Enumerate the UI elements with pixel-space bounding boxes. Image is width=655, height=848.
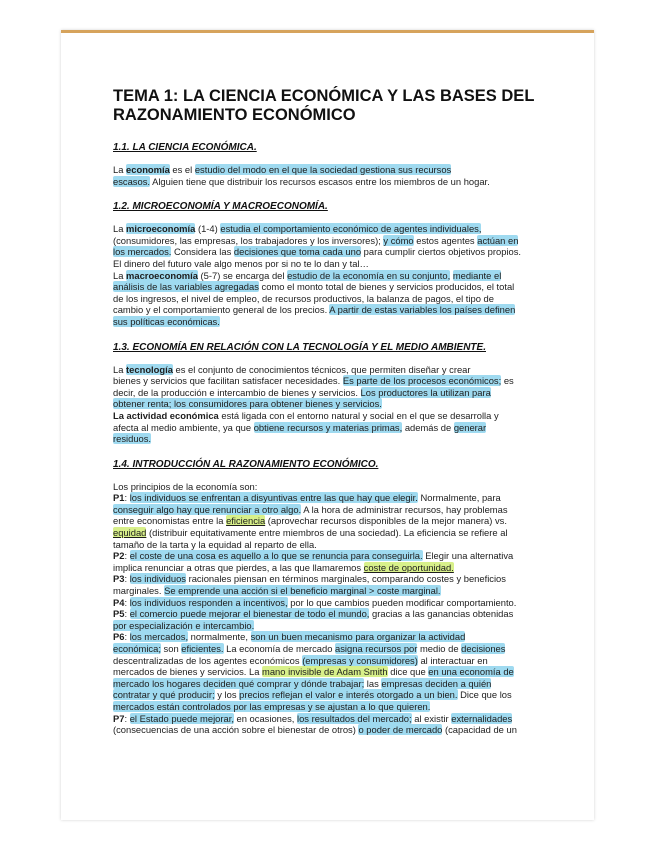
paragraph-1-4 — [113, 481, 566, 736]
body-text: dice que — [387, 666, 429, 678]
highlighted-text: mano invisible de Adam Smith — [262, 666, 388, 678]
body-text: (consecuencias de una acción sobre el bienestar de otros) — [113, 724, 359, 736]
highlighted-text: Los productores la utilizan para — [360, 386, 491, 398]
body-text: gracias a las ganancias obtenidas — [369, 608, 514, 620]
highlighted-text: economía — [126, 164, 170, 175]
highlighted-text: equidad — [113, 527, 147, 539]
highlighted-text: estudia el comportamiento económico de agentes individuales, — [220, 223, 482, 235]
body-text: P6 — [113, 631, 125, 643]
highlighted-text: eficiencia — [226, 515, 266, 527]
highlighted-text: coste de oportunidad. — [363, 561, 454, 573]
body-text: (aprovechar recursos disponibles de la mejor manera) vs. — [265, 515, 507, 527]
section-heading-1-3: 1.3. ECONOMÍA EN RELACIÓN CON LA TECNOLOGÍA Y EL MEDIO AMBIENTE. — [113, 341, 486, 353]
body-text: normalmente, — [188, 631, 251, 643]
body-text: Normalmente, para — [417, 492, 501, 504]
highlighted-text: externalidades — [451, 712, 513, 724]
body-text: afecta al medio ambiente, ya que — [113, 421, 254, 433]
highlighted-text: decisiones — [461, 643, 506, 654]
highlighted-text: análisis de las variables agregadas — [113, 281, 259, 293]
paragraph-1-1 — [113, 164, 566, 187]
highlighted-text: el comercio puede mejorar el bienestar de todo el mundo, — [129, 608, 370, 620]
body-text: entre economistas entre la — [113, 515, 227, 527]
highlighted-text: residuos. — [113, 433, 152, 445]
highlighted-text: los mercados. — [113, 246, 172, 258]
body-text: al interactuar en — [417, 654, 488, 666]
highlighted-text: A partir de estas variables los países definen — [329, 304, 516, 316]
highlighted-text: obtiene recursos y materias primas, — [253, 421, 403, 433]
body-text: : — [124, 573, 130, 585]
highlighted-text: microeconomía — [126, 223, 196, 235]
body-text: tamaño de la tarta y la equidad al reparto de ella. — [113, 538, 317, 550]
body-text: La economía de mercado — [223, 643, 336, 654]
body-text: medio de — [417, 643, 462, 654]
highlighted-text: el coste de una cosa es aquello a lo que se renuncia para conseguirla. — [129, 550, 423, 562]
highlighted-text: los resultados del mercado; — [296, 712, 412, 724]
body-text: La — [113, 164, 127, 175]
body-text: está ligada con el entorno natural y social en el que se desarrolla y — [218, 409, 499, 421]
highlighted-text: los mercados, — [129, 631, 189, 643]
body-text: (5-7) se encarga del — [197, 269, 288, 281]
document-page — [61, 30, 594, 820]
highlighted-text: por especialización e intercambio. — [113, 619, 255, 631]
section-heading-1-4: 1.4. INTRODUCCIÓN AL RAZONAMIENTO ECONÓMICO. — [113, 458, 379, 470]
highlighted-text: empresas deciden a quién — [381, 677, 492, 689]
body-text: además de — [402, 421, 454, 433]
body-text: P5 — [113, 608, 125, 620]
body-text: para cumplir ciertos objetivos propios. — [361, 246, 522, 258]
body-text: P3 — [113, 573, 125, 585]
body-text: marginales. — [113, 585, 165, 597]
highlighted-text: Se emprende una acción si el beneficio marginal > coste marginal. — [164, 585, 441, 597]
section-heading-1-2: 1.2. MICROECONOMÍA Y MACROECONOMÍA. — [113, 201, 328, 213]
highlighted-text: estudio del modo en el que la sociedad gestiona sus recursos — [194, 164, 452, 175]
body-text: al existir — [411, 712, 452, 724]
body-text: (consumidores, las empresas, los trabajadores y los inversores); — [113, 234, 384, 246]
highlighted-text: contratar y qué producir; — [113, 689, 215, 701]
body-text: P7 — [113, 712, 125, 724]
body-text: implica renunciar a otras que pierdes, a las que llamaremos — [113, 561, 364, 573]
body-text: las — [364, 677, 382, 689]
body-text: P4 — [113, 596, 125, 608]
highlighted-text: mercado los hogares deciden qué comprar y dónde trabajar; — [113, 677, 365, 689]
body-text: racionales piensan en términos marginales, comparando costes y beneficios — [185, 573, 506, 585]
body-text: Dice que los — [457, 689, 512, 701]
body-text: mercados de bienes y servicios. La — [113, 666, 263, 678]
body-text: La — [113, 223, 127, 235]
body-text: Elegir una alternativa — [422, 550, 514, 562]
highlighted-text: conseguir algo hay que renunciar a otro algo. — [113, 503, 302, 515]
highlighted-text: Es parte de los procesos económicos; — [342, 375, 502, 387]
highlighted-text: son un buen mecanismo para organizar la actividad — [250, 631, 466, 643]
body-text: Los principios de la economía son: — [113, 480, 258, 492]
highlighted-text: y cómo — [383, 234, 414, 246]
body-text: La — [113, 269, 127, 281]
document-title: TEMA 1: LA CIENCIA ECONÓMICA Y LAS BASES DEL RAZONAMIENTO ECONÓMICO — [113, 87, 535, 124]
body-text: La — [113, 363, 127, 375]
body-text: P1 — [113, 492, 125, 504]
body-text: : — [124, 608, 130, 620]
highlighted-text: actúan en — [477, 234, 519, 246]
body-text: de los ingresos, el nivel de empleo, de recursos productivos, la balanza de pagos, el tipo de — [113, 292, 494, 304]
highlighted-text: o poder de mercado — [358, 724, 443, 736]
body-text: El dinero del futuro vale algo menos por si no te lo dan y tal… — [113, 257, 369, 269]
highlighted-text: los individuos se enfrentan a disyuntivas entre las que hay que elegir. — [129, 492, 418, 504]
body-text: como el monto total de bienes y servicios producidos, el total — [258, 281, 515, 293]
highlighted-text: mercados están controlados por las empresas y se ajustan a lo que quieren. — [113, 700, 431, 712]
body-text: P2 — [113, 550, 125, 562]
body-text: : — [124, 631, 130, 643]
section-heading-1-1: 1.1. LA CIENCIA ECONÓMICA. — [113, 142, 257, 153]
body-text: Considera las — [171, 246, 234, 258]
body-text: : — [124, 712, 130, 724]
highlighted-text: en una economía de — [428, 666, 514, 678]
highlighted-text: generar — [453, 421, 487, 433]
body-text: Alguien tiene que distribuir los recursos escasos entre los miembros de un hogar. — [150, 175, 490, 187]
body-text: por lo que cambios pueden modificar comportamiento. — [287, 596, 517, 608]
body-text: (distribuir equitativamente entre miembros de una sociedad). La eficiencia se refiere al — [146, 527, 508, 539]
highlighted-text: precios reflejan el valor e interés otorgado a un bien. — [239, 689, 458, 701]
body-text: en ocasiones, — [233, 712, 297, 724]
highlighted-text: eficientes. — [181, 643, 224, 654]
highlighted-text: los individuos — [129, 573, 186, 585]
highlighted-text: obtener renta; los consumidores para obtener bienes y servicios. — [113, 398, 382, 410]
body-text: : — [124, 492, 130, 504]
body-text: son — [160, 643, 182, 654]
body-text: y los — [214, 689, 240, 701]
highlighted-text: el Estado puede mejorar, — [129, 712, 234, 724]
highlighted-text: mediante el — [452, 269, 502, 281]
highlighted-text: tecnología — [126, 363, 173, 375]
highlighted-text: decisiones que toma cada uno — [233, 246, 362, 258]
paragraph-1-2 — [113, 223, 566, 327]
highlighted-text: estudio de la economía en su conjunto, — [287, 269, 451, 281]
body-text: es — [501, 375, 514, 387]
body-text: decir, de la producción e intercambio de bienes y servicios. — [113, 386, 361, 398]
body-text: descentralizadas de los agentes económicos — [113, 654, 303, 666]
body-text: estos agentes — [413, 234, 478, 246]
highlighted-text: los individuos responden a incentivos, — [129, 596, 288, 608]
body-text: La actividad económica — [113, 409, 219, 421]
highlighted-text: macroeconomía — [126, 269, 198, 281]
body-text: : — [124, 550, 130, 562]
highlighted-text: sus políticas económicas. — [113, 315, 220, 327]
paragraph-1-3 — [113, 364, 566, 445]
highlighted-text: (empresas y consumidores) — [302, 654, 418, 666]
body-text: bienes y servicios que facilitan satisfacer necesidades. — [113, 375, 343, 387]
body-text: es el — [169, 164, 195, 175]
highlighted-text: escasos. — [113, 175, 150, 187]
body-text: (1-4) — [195, 223, 221, 235]
body-text: es el conjunto de conocimientos técnicos, que permiten diseñar y crear — [172, 363, 471, 375]
highlighted-text: asigna recursos por — [335, 643, 418, 654]
body-text: (capacidad de un — [442, 724, 517, 736]
body-text: : — [124, 596, 130, 608]
highlighted-text: económica; — [113, 643, 161, 654]
body-text: A la hora de administrar recursos, hay problemas — [301, 503, 508, 515]
body-text: cambio y el comportamiento general de los precios. — [113, 304, 330, 316]
